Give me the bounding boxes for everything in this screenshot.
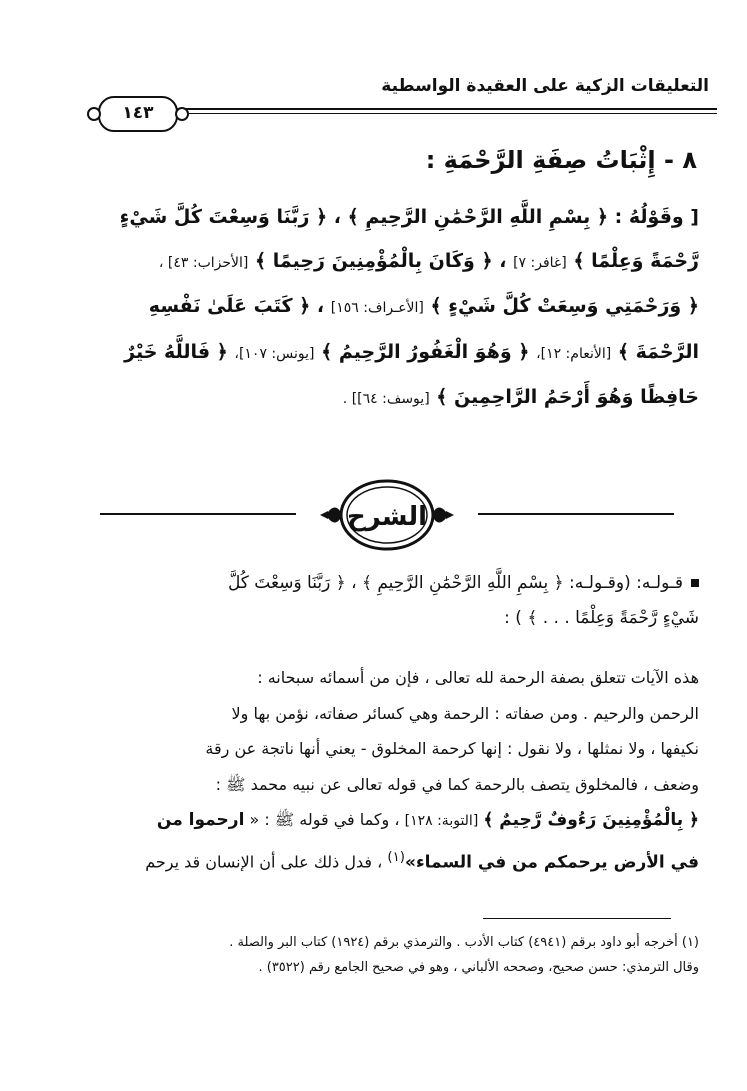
paragraph-text: ، وكما في قوله ﷺ : «	[249, 810, 400, 830]
verse-reference: [الأعـراف: ١٥٦]	[330, 300, 424, 316]
ornament-tip-left	[320, 511, 328, 519]
ornament-flourish-left	[326, 508, 342, 523]
footnote-rule	[483, 918, 671, 919]
quote-text: رَّحْمَةً وَعِلْمًا ﴾	[573, 249, 699, 272]
ornament-tip-right	[446, 511, 454, 519]
ornament-flourish-right	[432, 508, 448, 523]
paragraph-line: هذه الآيات تتعلق بصفة الرحمة لله تعالى ، فإن من أسمائه سبحانه :	[257, 668, 699, 687]
commentary-text: شَيْءٍ رَّحْمَةً وَعِلْمًا . . . ﴾ ) :	[504, 608, 699, 628]
header-rule	[100, 108, 717, 110]
paragraph-line: وضعف ، فالمخلوق يتصف بالرحمة كما في قوله تعالى عن نبيه محمد ﷺ :	[215, 774, 699, 794]
quote-line	[52, 376, 699, 422]
paragraph-line: الرحمن والرحيم . ومن صفاته : الرحمة وهي كسائر صفاته، نؤمن بها ولا	[231, 703, 699, 723]
paragraph-text: ، فدل ذلك على أن الإنسان قد يرحم	[145, 852, 383, 872]
commentary-text: قـولـه: (وقـولـه: ﴿ بِسْمِ اللَّهِ الرَّحْمَٰنِ الرَّحِيمِ ﴾ ، ﴿ رَبَّنَا وَسِعْتَ كُلَّ	[227, 573, 683, 593]
quote-text: ﴿ فَاللَّهُ خَيْرٌ	[124, 340, 228, 363]
verse-reference: [التوبة: ١٢٨]	[404, 813, 479, 830]
quote-line	[52, 331, 699, 377]
quote-line	[52, 196, 699, 240]
sharh-label: الشرح	[346, 502, 428, 532]
footnote-marker: (١)	[387, 849, 405, 865]
hadith-text: في الأرض يرحمكم من في السماء»	[404, 852, 699, 873]
section-heading: ٨ - إِثْبَاتُ صِفَةِ الرَّحْمَةِ :	[425, 146, 697, 174]
explanation-paragraph	[58, 660, 699, 881]
paragraph-line	[58, 840, 699, 881]
header-rule-thin	[100, 113, 717, 114]
quote-line	[52, 285, 699, 331]
quoted-verses-block	[52, 196, 699, 422]
page-number-badge: ١٤٣	[98, 96, 178, 132]
verse-reference: [الأحزاب: ٤٣] ،	[158, 254, 249, 271]
verse-reference: [غافر: ٧]	[513, 254, 567, 271]
ornament-rule-left	[100, 513, 296, 515]
quote-text: ﴿ وَرَحْمَتِي وَسِعَتْ كُلَّ شَيْءٍ ﴾	[430, 295, 699, 317]
verse-reference: [الأنعام: ١٢]،	[536, 345, 612, 362]
verse-reference: [يونس: ١٠٧]،	[234, 345, 315, 362]
quote-text: ، ﴿ كَتَبَ عَلَىٰ نَفْسِهِ	[148, 295, 325, 317]
verse-quote: ﴿ بِالْمُؤْمِنِينَ رَءُوفٌ رَّحِيمٌ ﴾	[483, 810, 699, 831]
footnote: وقال الترمذي: حسن صحيح، وصححه الألباني ، وهو في صحيح الجامع رقم (٣٥٢٢) .	[258, 960, 699, 975]
commentary-line	[64, 566, 699, 601]
paragraph-line: نكيفها ، ولا نمثلها ، ولا نقول : إنها كرحمة المخلوق - يعني أنها ناتجة عن رقة	[205, 739, 699, 759]
ornament-rule-right	[478, 513, 674, 515]
footnote: (١) أخرجه أبو داود برقم (٤٩٤١) كتاب الأدب . والترمذي برقم (١٩٢٤) كتاب البر والصلة .	[229, 935, 699, 950]
sharh-ornament	[318, 475, 456, 555]
quote-text: حَافِظًا وَهُوَ أَرْحَمُ الرَّاحِمِينَ ﴾	[436, 386, 699, 408]
quote-text: ﴿ وَهُوَ الْغَفُورُ الرَّحِيمُ ﴾	[321, 340, 530, 363]
quote-line	[52, 240, 699, 286]
footnotes	[60, 930, 699, 980]
quote-text: [ وقَوْلُهُ : ﴿ بِسْمِ اللَّهِ الرَّحْمَٰنِ الرَّحِيمِ ﴾ ، ﴿ رَبَّنَا وَسِعْتَ كُلَّ شَيْءٍ	[119, 206, 699, 228]
paragraph-line	[58, 802, 699, 840]
commentary-line	[64, 601, 699, 636]
commentary-quote	[64, 566, 699, 636]
quote-text: الرَّحْمَةَ ﴾	[617, 340, 699, 363]
running-header-title: التعليقات الزكية على العقيدة الواسطية	[381, 76, 709, 96]
hadith-text: ارحموا من	[156, 810, 245, 831]
verse-reference: [يوسف: ٦٤]] .	[342, 391, 430, 407]
bullet-square-icon	[691, 579, 699, 587]
quote-text: ، ﴿ وَكَانَ بِالْمُؤْمِنِينَ رَحِيمًا ﴾	[254, 249, 507, 272]
